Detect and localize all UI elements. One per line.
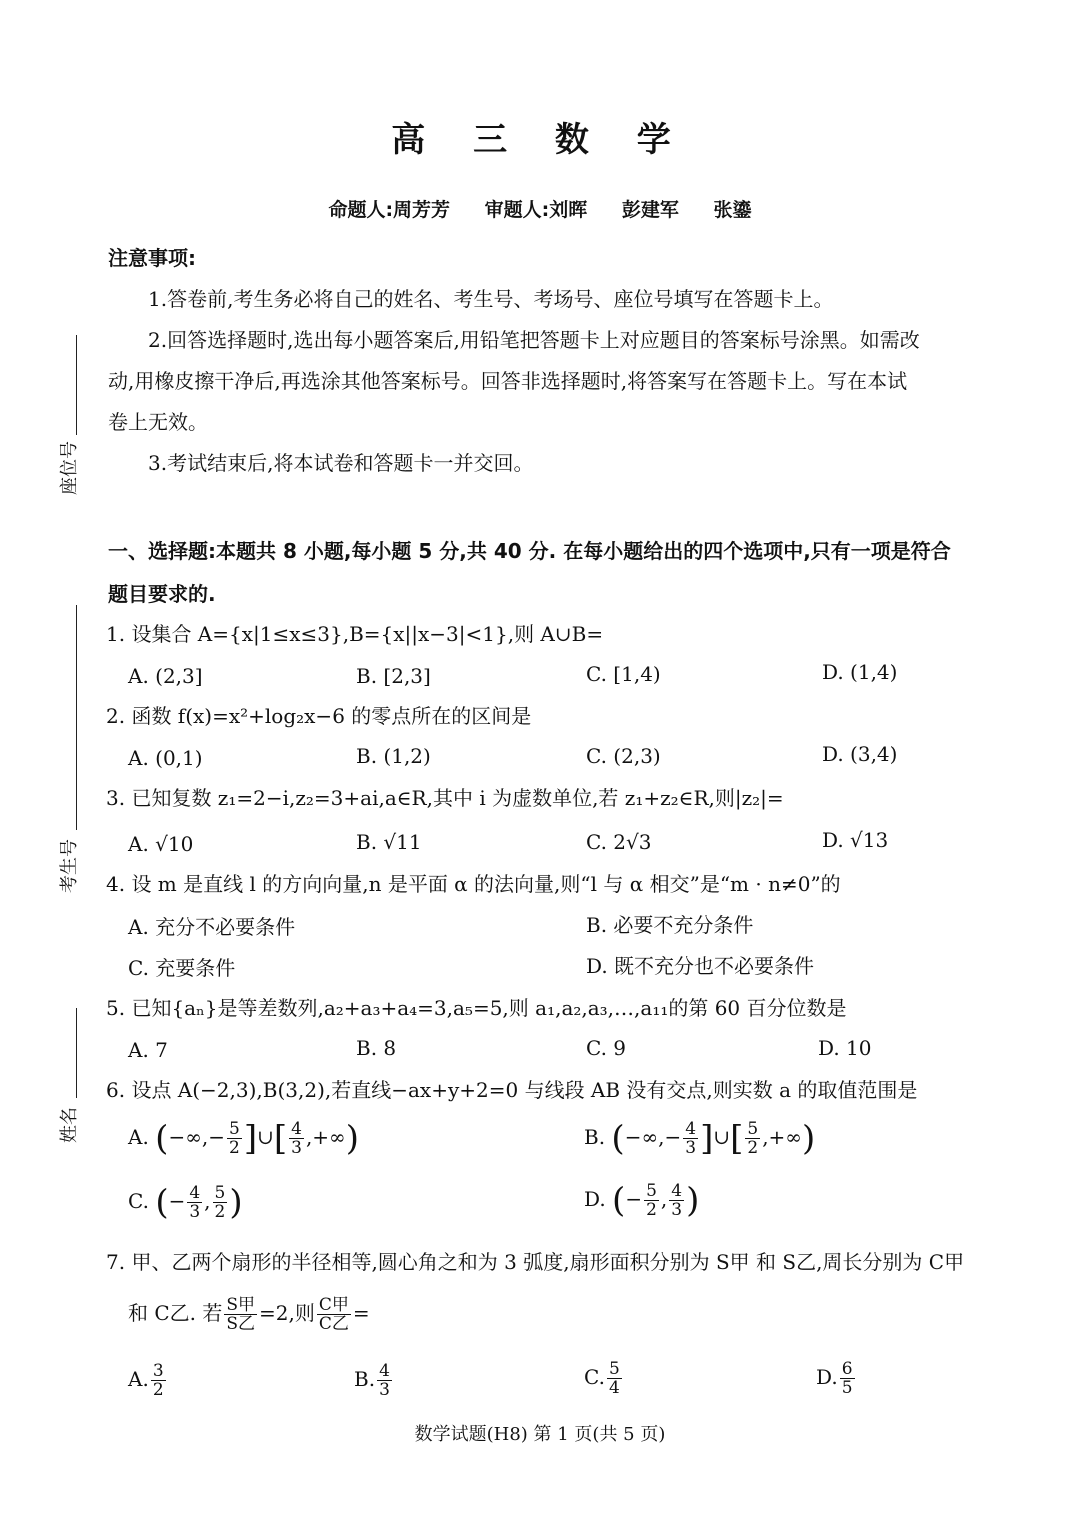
authors-line xyxy=(0,195,1080,222)
q6-a-frac2: $\frac{4}{3}$ xyxy=(291,1119,302,1158)
q6-stem: 6. 设点 A(−2,3),B(3,2),若直线−ax+y+2=0 与线段 AB 没有交点,则实数 a 的取值范围是 xyxy=(106,1078,918,1102)
seat-label: 座位号 xyxy=(59,441,80,495)
q6-b-union: ∪ xyxy=(713,1125,731,1149)
q6-a-frac1: $\frac{5}{2}$ xyxy=(228,1119,240,1158)
section-heading-line1: 一、选择题:本题共 8 小题,每小题 5 分,共 40 分. 在每小题给出的四个选项中,只有一项是符合 xyxy=(108,539,951,563)
q7-c-frac: $\frac{5}{4}$ xyxy=(608,1359,620,1398)
q7-stem-post: = xyxy=(352,1301,370,1325)
q6-c-frac2: $\frac{5}{2}$ xyxy=(214,1183,226,1222)
reviewer-3: 张鎏 xyxy=(713,199,752,221)
q2-option-c: C. (2,3) xyxy=(586,744,661,768)
q6-option-d: D. (− $\frac{5}{2}$ , $\frac{4}{3}$ ) xyxy=(584,1180,700,1221)
q6-d-frac2: $\frac{4}{3}$ xyxy=(671,1181,683,1220)
q4-stem: 4. 设 m 是直线 l 的方向向量,n 是平面 α 的法向量,则“l 与 α 相交”是“m · n≠0”的 xyxy=(106,872,841,896)
reviewer-2: 彭建军 xyxy=(621,199,679,221)
q6-b-label: B. xyxy=(584,1125,606,1149)
q4-option-a: A. 充分不必要条件 xyxy=(128,915,296,939)
notice-item-2c: 卷上无效。 xyxy=(108,410,208,434)
q6-b-frac2: $\frac{5}{2}$ xyxy=(747,1119,759,1158)
q6-a-pre: −∞,− xyxy=(168,1125,225,1149)
proposer: 命题人:周芳芳 xyxy=(328,199,451,221)
seat-line xyxy=(76,335,77,435)
q1-option-b: B. [2,3] xyxy=(356,664,431,688)
q3-stem: 3. 已知复数 z₁=2−i,z₂=3+ai,a∈R,其中 i 为虚数单位,若 z₁+z₂∈R,则|z₂|= xyxy=(106,786,784,810)
q7-stem-line2 xyxy=(128,1296,370,1333)
q2-option-a: A. (0,1) xyxy=(128,746,203,770)
q5-option-a: A. 7 xyxy=(128,1038,168,1062)
q3-option-c: C. 2√3 xyxy=(586,830,652,854)
q7-b-label: B. xyxy=(354,1367,376,1391)
q6-b-post: ,+∞ xyxy=(762,1125,802,1149)
q6-c-frac1: $\frac{4}{3}$ xyxy=(189,1183,201,1222)
q6-option-a: A. (−∞,− $\frac{5}{2}$ ]∪[ $\frac{4}{3}$ ,+∞) xyxy=(128,1118,359,1159)
exam-no-line xyxy=(76,605,77,830)
q7-option-b xyxy=(354,1362,394,1399)
q1-option-a: A. (2,3] xyxy=(128,664,203,688)
q7-a-frac: $\frac{3}{2}$ xyxy=(152,1361,164,1400)
section-heading-line2: 题目要求的. xyxy=(108,582,216,606)
q6-a-label: A. xyxy=(128,1125,149,1149)
reviewers: 审题人:刘晖 xyxy=(484,199,588,221)
q7-c-label: C. xyxy=(584,1365,605,1389)
page-title: 高 三 数 学 xyxy=(391,120,689,160)
q7-b-frac: $\frac{4}{3}$ xyxy=(379,1361,390,1400)
q6-b-frac1: $\frac{4}{3}$ xyxy=(685,1119,697,1158)
q6-d-frac1: $\frac{5}{2}$ xyxy=(646,1181,657,1220)
page-footer: 数学试题(H8) 第 1 页(共 5 页) xyxy=(414,1424,666,1445)
notice-item-2a: 2.回答选择题时,选出每小题答案后,用铅笔把答题卡上对应题目的答案标号涂黑。如需改 xyxy=(148,328,920,352)
q6-a-union: ∪ xyxy=(257,1125,274,1149)
q6-d-pre: − xyxy=(625,1187,643,1211)
notice-item-1: 1.答卷前,考生务必将自己的姓名、考生号、考场号、座位号填写在答题卡上。 xyxy=(148,287,834,311)
notice-item-3: 3.考试结束后,将本试卷和答题卡一并交回。 xyxy=(148,451,534,475)
q5-option-b: B. 8 xyxy=(356,1036,397,1060)
q1-stem: 1. 设集合 A={x|1≤x≤3},B={x||x−3|<1},则 A∪B= xyxy=(106,622,604,646)
q3-option-d: D. √13 xyxy=(822,828,889,852)
q5-stem: 5. 已知{aₙ}是等差数列,a₂+a₃+a₄=3,a₅=5,则 a₁,a₂,a₃,…,a₁₁的第 60 百分位数是 xyxy=(106,996,847,1020)
q4-option-d: D. 既不充分也不必要条件 xyxy=(586,954,815,978)
q7-d-label: D. xyxy=(816,1365,838,1389)
q6-option-c: C. (− $\frac{4}{3}$ , $\frac{5}{2}$ ) xyxy=(128,1182,243,1223)
q3-option-a: A. √10 xyxy=(128,832,194,856)
q7-stem-mid: =2,则 xyxy=(259,1301,315,1325)
q6-d-label: D. xyxy=(584,1187,606,1211)
q4-option-c: C. 充要条件 xyxy=(128,956,236,980)
q7-d-frac: $\frac{6}{5}$ xyxy=(841,1359,853,1398)
notice-heading: 注意事项: xyxy=(108,246,196,270)
q7-option-d xyxy=(816,1360,857,1397)
q2-option-b: B. (1,2) xyxy=(356,744,431,768)
q4-option-b: B. 必要不充分条件 xyxy=(586,913,754,937)
q7-option-c xyxy=(584,1360,624,1397)
q7-frac-c: $\frac{\text{C甲}}{\text{C乙}}$ xyxy=(318,1295,349,1334)
q6-b-pre: −∞,− xyxy=(624,1125,682,1149)
q7-a-label: A. xyxy=(128,1367,149,1391)
q2-stem: 2. 函数 f(x)=x²+log₂x−6 的零点所在的区间是 xyxy=(106,704,532,728)
q6-a-post: ,+∞ xyxy=(305,1125,346,1149)
notice-item-2b: 动,用橡皮擦干净后,再选涂其他答案标号。回答非选择题时,将答案写在答题卡上。写在本试 xyxy=(108,369,908,393)
q7-stem-line1: 7. 甲、乙两个扇形的半径相等,圆心角之和为 3 弧度,扇形面积分别为 S甲 和 S乙,周长分别为 C甲 xyxy=(106,1250,965,1274)
q6-c-pre: − xyxy=(168,1189,186,1213)
q5-option-d: D. 10 xyxy=(818,1036,872,1060)
q7-frac-s: $\frac{\text{S甲}}{\text{S乙}}$ xyxy=(226,1295,256,1334)
name-label: 姓名 xyxy=(59,1107,80,1143)
q7-option-a xyxy=(128,1362,168,1399)
q5-option-c: C. 9 xyxy=(586,1036,627,1060)
q2-option-d: D. (3,4) xyxy=(822,742,898,766)
q7-stem-pre: 和 C乙. 若 xyxy=(128,1301,223,1325)
q6-option-b: B. (−∞,− $\frac{4}{3}$ ]∪[ $\frac{5}{2}$ ,+∞) xyxy=(584,1118,816,1159)
q3-option-b: B. √11 xyxy=(356,830,422,854)
q1-option-c: C. [1,4) xyxy=(586,662,661,686)
q1-option-d: D. (1,4) xyxy=(822,660,898,684)
exam-no-label: 考生号 xyxy=(59,839,80,893)
name-line xyxy=(76,1008,77,1098)
q6-c-label: C. xyxy=(128,1189,149,1213)
